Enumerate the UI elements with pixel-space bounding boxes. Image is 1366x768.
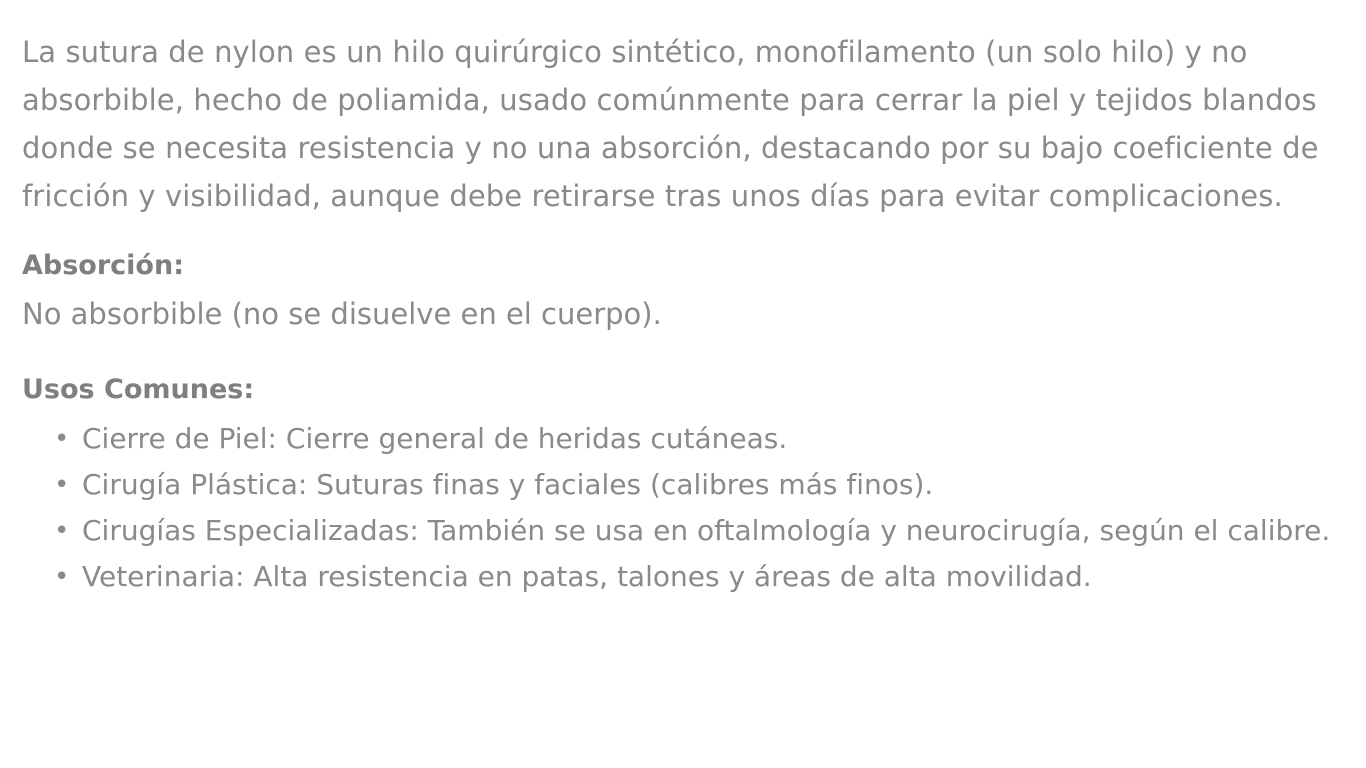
section-text-absorcion: No absorbible (no se disuelve en el cuerpo). <box>22 297 662 331</box>
section-heading-absorcion: Absorción: <box>22 250 184 281</box>
list-item: • Cirugías Especializadas: También se usa en oftalmología y neurocirugía, según el calibre. <box>22 508 1336 554</box>
intro-paragraph: La sutura de nylon es un hilo quirúrgico sintético, monofilamento (un solo hilo) y no absorbible, hecho de poliamida, usado comúnmente para cerrar la piel y tejidos blandos donde se necesita resistencia y no una absorción, destacando por su bajo coeficiente de fricción y visibilidad, aunque debe retirarse tras unos días para evitar complicaciones. <box>22 35 1319 213</box>
list-item: • Cirugía Plástica: Suturas finas y faciales (calibres más finos). <box>22 462 1336 508</box>
section-spacer <box>22 358 1336 370</box>
list-item: • Veterinaria: Alta resistencia en patas, talones y áreas de alta movilidad. <box>22 554 1336 600</box>
section-absorcion <box>22 246 1336 336</box>
section-usos-comunes <box>22 370 1336 600</box>
list-item: • Cierre de Piel: Cierre general de heridas cutáneas. <box>22 416 1336 462</box>
section-heading-usos-comunes: Usos Comunes: <box>22 374 255 405</box>
usos-comunes-list <box>22 416 1336 600</box>
